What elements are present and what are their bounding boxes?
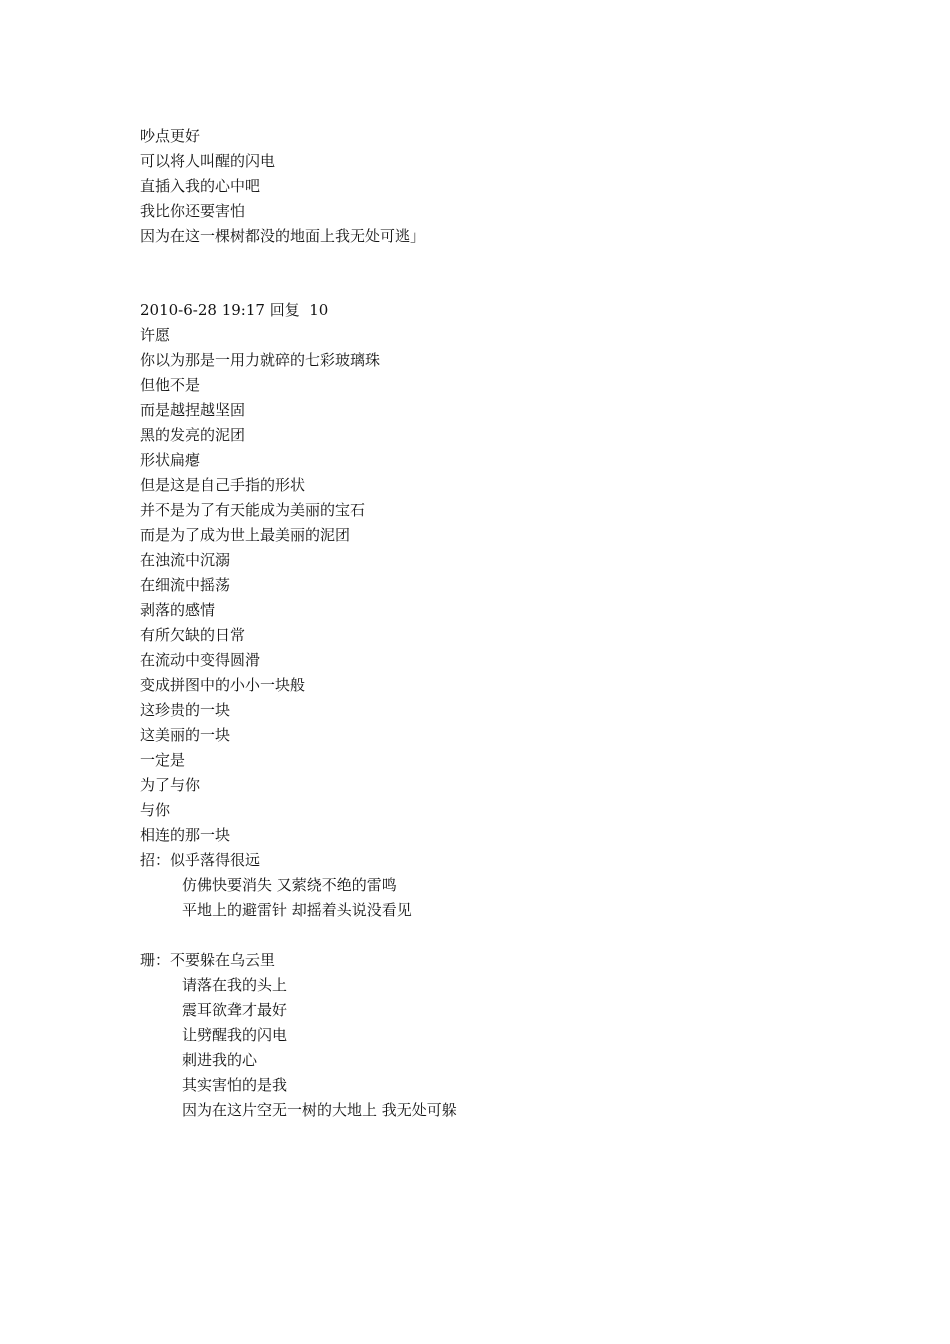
poem-line: 直插入我的心中吧 (140, 177, 261, 195)
post-line: 在流动中变得圆滑 (140, 651, 261, 669)
post-line: 在浊流中沉溺 (140, 551, 231, 569)
post-meta: 2010-6-28 19:17 回复 10 (140, 301, 329, 319)
post-line: 有所欠缺的日常 (140, 626, 246, 644)
dialogue-line-indented: 震耳欲聋才最好 (182, 1001, 288, 1019)
poem-line: 可以将人叫醒的闪电 (140, 152, 276, 170)
dialogue-line-indented: 请落在我的头上 (182, 976, 288, 994)
post-line: 变成拼图中的小小一块般 (140, 676, 306, 694)
post-line: 一定是 (140, 751, 186, 769)
post-line: 形状扁瘪 (140, 451, 201, 469)
dialogue-line-indented: 刺进我的心 (182, 1051, 258, 1069)
post-line: 但他不是 (140, 376, 201, 394)
dialogue-line-speaker: 招：似乎落得很远 (140, 851, 261, 869)
post-line: 在细流中摇荡 (140, 576, 231, 594)
dialogue-line-indented: 平地上的避雷针 却摇着头说没看见 (182, 901, 412, 919)
poem-line: 我比你还要害怕 (140, 202, 246, 220)
post-block (140, 298, 457, 1123)
post-line: 与你 (140, 801, 171, 819)
post-title: 许愿 (140, 326, 171, 344)
post-line: 为了与你 (140, 776, 201, 794)
poem-line: 吵点更好 (140, 127, 201, 145)
post-line: 并不是为了有天能成为美丽的宝石 (140, 501, 366, 519)
paragraph-gap (140, 923, 457, 948)
dialogue-line-indented: 仿佛快要消失 又萦绕不绝的雷鸣 (182, 876, 397, 894)
post-line: 而是越捏越坚固 (140, 401, 246, 419)
dialogue-line-speaker: 珊：不要躲在乌云里 (140, 951, 276, 969)
post-line: 黑的发亮的泥团 (140, 426, 246, 444)
dialogue-line-indented: 其实害怕的是我 (182, 1076, 288, 1094)
post-line: 剥落的感情 (140, 601, 216, 619)
post-line: 这美丽的一块 (140, 726, 231, 744)
poem-line: 因为在这一棵树都没的地面上我无处可逃」 (140, 227, 426, 245)
post-line: 相连的那一块 (140, 826, 231, 844)
post-line: 但是这是自己手指的形状 (140, 476, 306, 494)
dialogue-line-indented: 让劈醒我的闪电 (182, 1026, 288, 1044)
dialogue-line-indented: 因为在这片空无一树的大地上 我无处可躲 (182, 1101, 457, 1119)
post-line: 而是为了成为世上最美丽的泥团 (140, 526, 351, 544)
poem-ending-block (140, 124, 425, 249)
post-line: 这珍贵的一块 (140, 701, 231, 719)
post-line: 你以为那是一用力就碎的七彩玻璃珠 (140, 351, 381, 369)
